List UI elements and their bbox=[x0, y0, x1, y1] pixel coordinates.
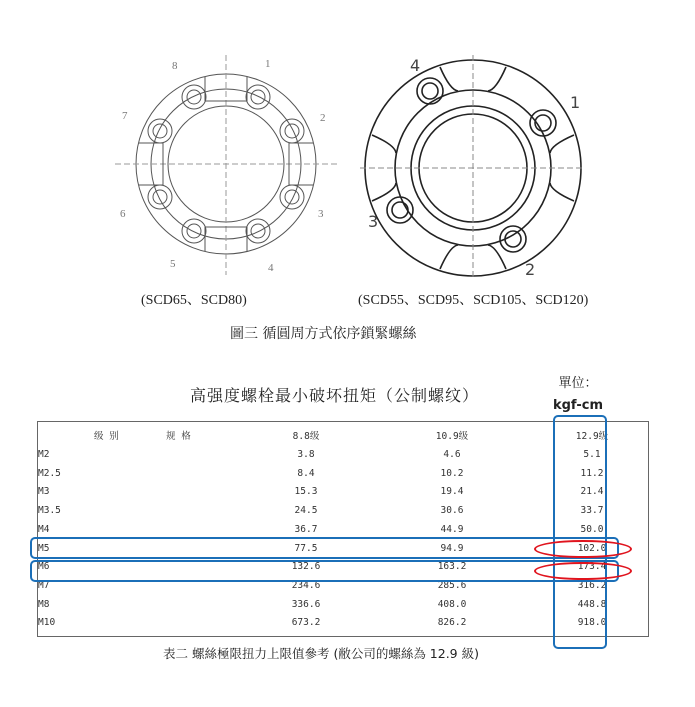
cell-8-8: 77.5 bbox=[294, 542, 318, 554]
left-bolt-number-6: 6 bbox=[120, 208, 126, 220]
left-bolt-number-5: 5 bbox=[170, 258, 176, 270]
right-bolt-number-1: 1 bbox=[570, 93, 581, 112]
cell-8-8: 36.7 bbox=[294, 523, 318, 535]
unit-label-block bbox=[548, 373, 608, 417]
cell-size: M7 bbox=[38, 579, 50, 591]
cell-size: M8 bbox=[38, 598, 50, 610]
left-bolt-number-4: 4 bbox=[268, 262, 274, 274]
cell-8-8: 132.6 bbox=[291, 561, 321, 573]
cell-8-8: 24.5 bbox=[294, 505, 318, 517]
unit-label: 單位： bbox=[558, 376, 598, 391]
highlight-row-m6 bbox=[30, 560, 619, 582]
cell-10-9: 44.9 bbox=[440, 523, 464, 535]
highlight-value-m5 bbox=[534, 540, 632, 558]
cell-10-9: 408.0 bbox=[437, 598, 467, 610]
right-bolt-number-4: 4 bbox=[410, 56, 421, 75]
cell-10-9: 30.6 bbox=[440, 505, 464, 517]
cell-10-9: 826.2 bbox=[437, 617, 467, 629]
cell-size: M4 bbox=[38, 523, 50, 535]
cell-size: M3.5 bbox=[38, 505, 61, 517]
cell-10-9: 94.9 bbox=[440, 542, 464, 554]
cell-10-9: 4.6 bbox=[443, 449, 461, 460]
highlight-value-m6 bbox=[534, 562, 632, 580]
cell-size: M6 bbox=[38, 561, 50, 573]
cell-12-9: 102.0 bbox=[577, 542, 607, 554]
cell-size: M2.5 bbox=[38, 467, 61, 479]
cell-8-8: 336.6 bbox=[291, 598, 321, 610]
left-bolt-number-7: 7 bbox=[122, 110, 128, 122]
header-12-9: 12.9级 bbox=[575, 431, 609, 442]
cell-size: M5 bbox=[38, 542, 50, 554]
cell-12-9: 5.1 bbox=[583, 449, 601, 460]
left-flange-diagram bbox=[115, 55, 340, 280]
cell-12-9: 918.0 bbox=[577, 617, 607, 629]
figure-caption: 圖三 循圓周方式依序鎖緊螺絲 bbox=[230, 326, 417, 342]
cell-8-8: 8.4 bbox=[297, 467, 315, 479]
cell-10-9: 10.2 bbox=[440, 467, 464, 479]
left-bolt-number-2: 2 bbox=[320, 112, 326, 124]
cell-12-9: 33.7 bbox=[580, 505, 604, 517]
right-model-caption: (SCD55、SCD95、SCD105、SCD120) bbox=[358, 293, 589, 308]
highlight-row-m5 bbox=[30, 537, 619, 559]
cell-8-8: 3.8 bbox=[297, 449, 315, 460]
left-model-caption: (SCD65、SCD80) bbox=[141, 293, 247, 308]
cell-12-9: 21.4 bbox=[580, 486, 604, 498]
left-bolt-number-8: 8 bbox=[172, 60, 178, 72]
header-spec: 规 格 bbox=[166, 431, 191, 442]
cell-10-9: 285.6 bbox=[437, 579, 467, 591]
header-8-8: 8.8级 bbox=[292, 431, 320, 442]
highlight-column-12-9 bbox=[553, 415, 607, 649]
cell-size: M3 bbox=[38, 486, 50, 498]
cell-12-9: 11.2 bbox=[580, 467, 604, 479]
left-bolt-number-1: 1 bbox=[265, 58, 271, 70]
table-caption: 表二 螺絲極限扭力上限值參考 (敝公司的螺絲為 12.9 級) bbox=[163, 646, 479, 661]
right-bolt-number-2: 2 bbox=[525, 260, 536, 279]
cell-8-8: 673.2 bbox=[291, 617, 321, 629]
left-bolt-number-3: 3 bbox=[318, 208, 324, 220]
cell-size: M2 bbox=[38, 449, 50, 460]
right-bolt-number-3: 3 bbox=[368, 212, 379, 231]
cell-10-9: 163.2 bbox=[437, 561, 467, 573]
cell-12-9: 448.8 bbox=[577, 598, 607, 610]
header-10-9: 10.9级 bbox=[435, 431, 469, 442]
cell-12-9: 316.2 bbox=[577, 579, 607, 591]
table-title: 高强度螺栓最小破坏扭矩（公制螺纹） bbox=[190, 386, 480, 405]
unit-value: kgf-cm bbox=[552, 398, 604, 413]
cell-size: M10 bbox=[38, 617, 56, 629]
cell-10-9: 19.4 bbox=[440, 486, 464, 498]
header-grade: 级 别 bbox=[94, 431, 119, 442]
cell-8-8: 15.3 bbox=[294, 486, 318, 498]
cell-12-9: 173.4 bbox=[577, 561, 607, 573]
cell-8-8: 234.6 bbox=[291, 579, 321, 591]
right-flange-diagram bbox=[360, 55, 585, 280]
cell-12-9: 50.0 bbox=[580, 523, 604, 535]
